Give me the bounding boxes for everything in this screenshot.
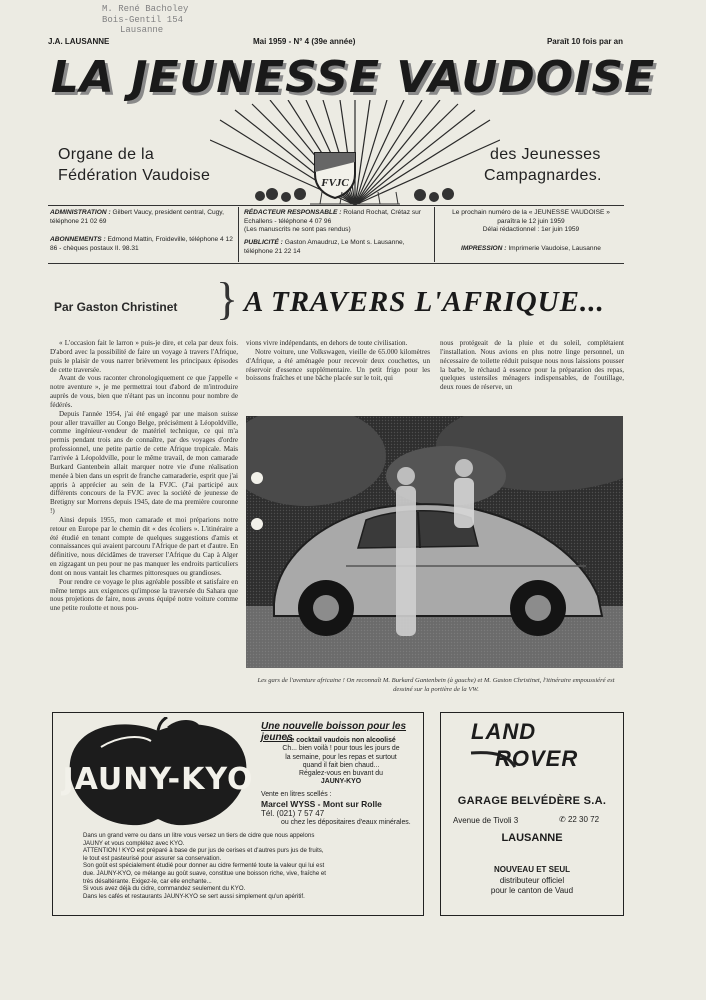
info-redacteur — [244, 209, 430, 235]
article-column-2 — [246, 339, 430, 411]
land-rover-logo-line1: LAND — [471, 719, 537, 744]
info-text: Edmond Mattin, Froideville, téléphone 4 12 86 - chèques postaux II. 98.31 — [50, 236, 233, 252]
ad-depots: ou chez les dépositaires d'eaux minérales. — [281, 819, 411, 827]
stamp-line: Lausanne — [120, 25, 164, 35]
photo-caption: Les gars de l'aventure africaine ! On reconnaît M. Burkard Gantenbein (à gauche) et M. Gaston Christinet, l'itinéraire empoussiéré est dessiné sur la portière de la VW. — [257, 677, 615, 693]
garage-address: Avenue de Tivoli 3 — [453, 816, 519, 825]
paragraph: Notre voiture, une Volkswagen, vieille de 65.000 kilomètres d'Afrique, a été aménagée pour recevoir deux couchettes, un réservoir d'essence supplémentaire. Un petit frigo pour les boissons fraîches et une bâche placée sur le toit, qui — [246, 347, 430, 383]
headline: A TRAVERS L'AFRIQUE... — [244, 286, 605, 318]
ad-sale-line: Vente en litres scellés : — [261, 791, 332, 798]
info-label: PUBLICITÉ : — [244, 239, 283, 246]
rule — [48, 263, 624, 264]
ad-pitch-line: Ch... bien voilà ! pour tous les jours de — [282, 745, 400, 753]
info-impression — [440, 245, 622, 254]
subtitle-right-line: des Jeunesses — [490, 146, 601, 163]
tagline-line: pour le canton de Vaud — [490, 886, 574, 895]
ad-body-line: JAUNY et vous complétez avec KYO. — [83, 839, 185, 847]
byline: Par Gaston Christinet — [54, 300, 178, 314]
phone-icon: ✆ — [559, 815, 566, 824]
info-label: RÉDACTEUR RESPONSABLE : — [244, 209, 342, 216]
info-text: Imprimerie Vaudoise, Lausanne — [508, 245, 601, 252]
ad-body-line: le tout est pasteurisé pour assurer sa conservation. — [83, 854, 222, 862]
top-bar — [48, 37, 623, 49]
tagline-line: distributeur officiel — [499, 875, 565, 885]
subtitle-right-line: Campagnardes. — [484, 167, 602, 184]
info-text: Gilbert Vaucy, president central, Cugy, téléphone 21 02 69 — [50, 209, 224, 225]
ad-vendor-name: Marcel WYSS - Mont sur Rolle — [261, 799, 382, 810]
subtitle-left-line: Fédération Vaudoise — [58, 167, 211, 184]
ad-body — [83, 832, 413, 900]
paragraph: Pour rendre ce voyage le plus agréable possible et satisfaire en même temps aux exigences qu'impose la traversée du Sahara que nous projetions de faire, nous avons équipé notre voiture comme une petite roulotte et nous pou- — [50, 577, 238, 613]
paragraph: vions vivre indépendants, en dehors de toute civilisation. — [246, 339, 408, 347]
address-stamp — [102, 4, 188, 36]
ad-pitch — [261, 737, 421, 787]
paragraph: nous protégeait de la pluie et du soleil, complétaient l'installation. Nous avions en plus notre linge personnel, un nécessaire de toilette réduit puisque nous nous laissions pousser la barbe, le réchaud à essence pour la préparation des repas, quelques ustensiles ménagers indispensables, de l'outillage, deux roues de réserve, un — [440, 339, 624, 392]
ad-pitch-line: la semaine, pour les repas et surtout — [285, 753, 397, 761]
frequency-info: Paraît 10 fois par an — [546, 37, 623, 46]
masthead-title: LA JEUNESSE VAUDOISE — [50, 52, 656, 103]
separator — [434, 207, 435, 262]
issue-info: Mai 1959 - N° 4 (39e année) — [253, 37, 356, 46]
paragraph: Ainsi depuis 1955, mon camarade et moi préparions notre retour en Europe par le chemin dit « des écoliers ». L'itinéraire a été étudié en tenant compte de quelques suggestions d'amis et connaissances qui avaient parcouru l'Afrique de part et d'autre. En définitive, nous décidâmes de traverser l'Afrique du Cap à Alger en zigzagant un peu pour ne pas manquer les endroits particuliers dont on nous vantait les charmes pittoresques ou grandioses. — [50, 515, 238, 577]
info-label: IMPRESSION : — [461, 245, 507, 252]
ad-body-line: Si vous avez déjà du cidre, commandez seulement du KYO. — [83, 885, 246, 893]
volkswagen-photo-icon — [246, 416, 623, 668]
garage-name: GARAGE BELVÉDÈRE S.A. — [457, 795, 607, 807]
ad-body-line: Dans les cafés et restaurants JAUNY-KYO se sert aussi simplement qu'un apéritif. — [83, 892, 305, 900]
stamp-line: Bois-Gentil 154 — [102, 14, 184, 25]
subtitle-left — [58, 144, 210, 186]
article-photo — [246, 416, 623, 668]
info-note: (Les manuscrits ne sont pas rendus) — [244, 226, 351, 234]
info-publicite — [244, 239, 430, 256]
ad-body-line: ATTENTION ! KYO est préparé à base de pur jus de cerises et d'autres purs jus de fruits, — [83, 847, 324, 855]
paragraph: « L'occasion fait le larron » puis-je dire, et cela par deux fois. D'abord avec la possibilité de faire un voyage à travers l'Afrique, puis le plaisir de vous narrer brièvement les principaux épisodes de cette traversée. — [50, 339, 238, 374]
info-text: Gaston Amaudruz, Le Mont s. Lausanne, téléphone 21 22 14 — [244, 239, 405, 255]
stamp-line: M. René Bacholey — [102, 4, 189, 14]
info-next-issue — [440, 209, 622, 235]
separator — [238, 207, 239, 262]
land-rover-logo-line2: ROVER — [495, 746, 579, 771]
info-text: Délai rédactionnel : 1er juin 1959 — [482, 226, 580, 234]
rule — [48, 205, 624, 206]
ad-vendor-phone: Tél. (021) 7 57 47 — [261, 809, 325, 819]
ad-slogan: Une nouvelle boisson pour les jeunes — [261, 721, 407, 743]
paragraph: Depuis l'année 1954, j'ai été engagé par une maison suisse pour aller travailler au Congo Belge, précisément à Léopoldville, comme ingénieur-vendeur de matériel technique, ce qui m'a permis pendant trois ans de connaître, par des voyages d'ordre professionnel, une petite partie de cette Afrique tropicale. Mais l'arrivée à Léopoldville, pour le même travail, de mon camarade Burkard Gantenbein allait marquer notre vie d'une réalisation menée à bien dans un esprit de franche camaraderie, esprit que j'ai appris à apprécier au sein de la FVJC. (J'ai participé aux différents concours de la FVJC avec la société de jeunesse de Bretigny sur Morrens depuis 1945, date de ma première couronne !) — [50, 409, 238, 516]
info-label: ADMINISTRATION : — [50, 209, 111, 216]
garage-phone — [559, 815, 599, 824]
subtitle-left-line: Organe de la — [58, 146, 155, 163]
postal-mark: J.A. LAUSANNE — [48, 37, 110, 46]
info-label: ABONNEMENTS : — [50, 236, 106, 243]
garage-city: LAUSANNE — [501, 832, 563, 844]
apple-icon — [61, 717, 255, 829]
garage-phone-number: 22 30 72 — [567, 815, 600, 824]
info-administration — [50, 209, 234, 226]
ad-vendor — [261, 791, 421, 828]
ad-pitch-line: Le cocktail vaudois non alcoolisé — [286, 737, 396, 744]
paragraph: Avant de vous raconter chronologiquement ce que j'appelle « notre aventure », je me permettrai tout d'abord de m'introduire auprès de vous, bien que n'étant pas un inconnu pour nombre de fédérés. — [50, 374, 238, 409]
tagline-line: NOUVEAU ET SEUL — [493, 865, 570, 874]
brace-decoration: } — [216, 273, 239, 324]
ad-jauny-kyo — [52, 712, 424, 916]
article-column-3 — [440, 339, 624, 411]
jauny-kyo-logo: JAUNY-KYO — [62, 762, 254, 797]
info-abonnements — [50, 236, 234, 253]
subtitle-right — [484, 144, 602, 186]
ad-body-line: très désaltérante. Exigez-le, car elle enchante... — [83, 877, 212, 885]
ad-land-rover — [440, 712, 624, 916]
article-column-1 — [50, 339, 238, 699]
info-text: Roland Rochat, Crétaz sur Echallens - téléphone 4 07 96 — [244, 209, 421, 225]
emblem-text: FVJC — [321, 177, 349, 189]
info-text: Le prochain numéro de la « JEUNESSE VAUDOISE » paraîtra le 12 juin 1959 — [452, 209, 610, 225]
ad-pitch-line: quand il fait bien chaud... — [302, 761, 380, 769]
ad-pitch-line: Régalez-vous en buvant du — [299, 770, 383, 778]
ad-pitch-brand: JAUNY-KYO — [320, 778, 362, 786]
ad-body-line: Dans un grand verre ou dans un litre vous versez un tiers de cidre que nous appelons — [83, 832, 315, 839]
garage-tagline — [441, 865, 623, 897]
crops-decoration-icon — [250, 182, 460, 206]
ad-body-line: due. JAUNY-KYO, ce mélange au goût suave, constitue une boisson riche, vive, fraîche et — [83, 869, 326, 877]
ad-body-line: Son goût est spécialement étudié pour donner au cidre fermenté toute la valeur qui lui est — [83, 862, 325, 870]
